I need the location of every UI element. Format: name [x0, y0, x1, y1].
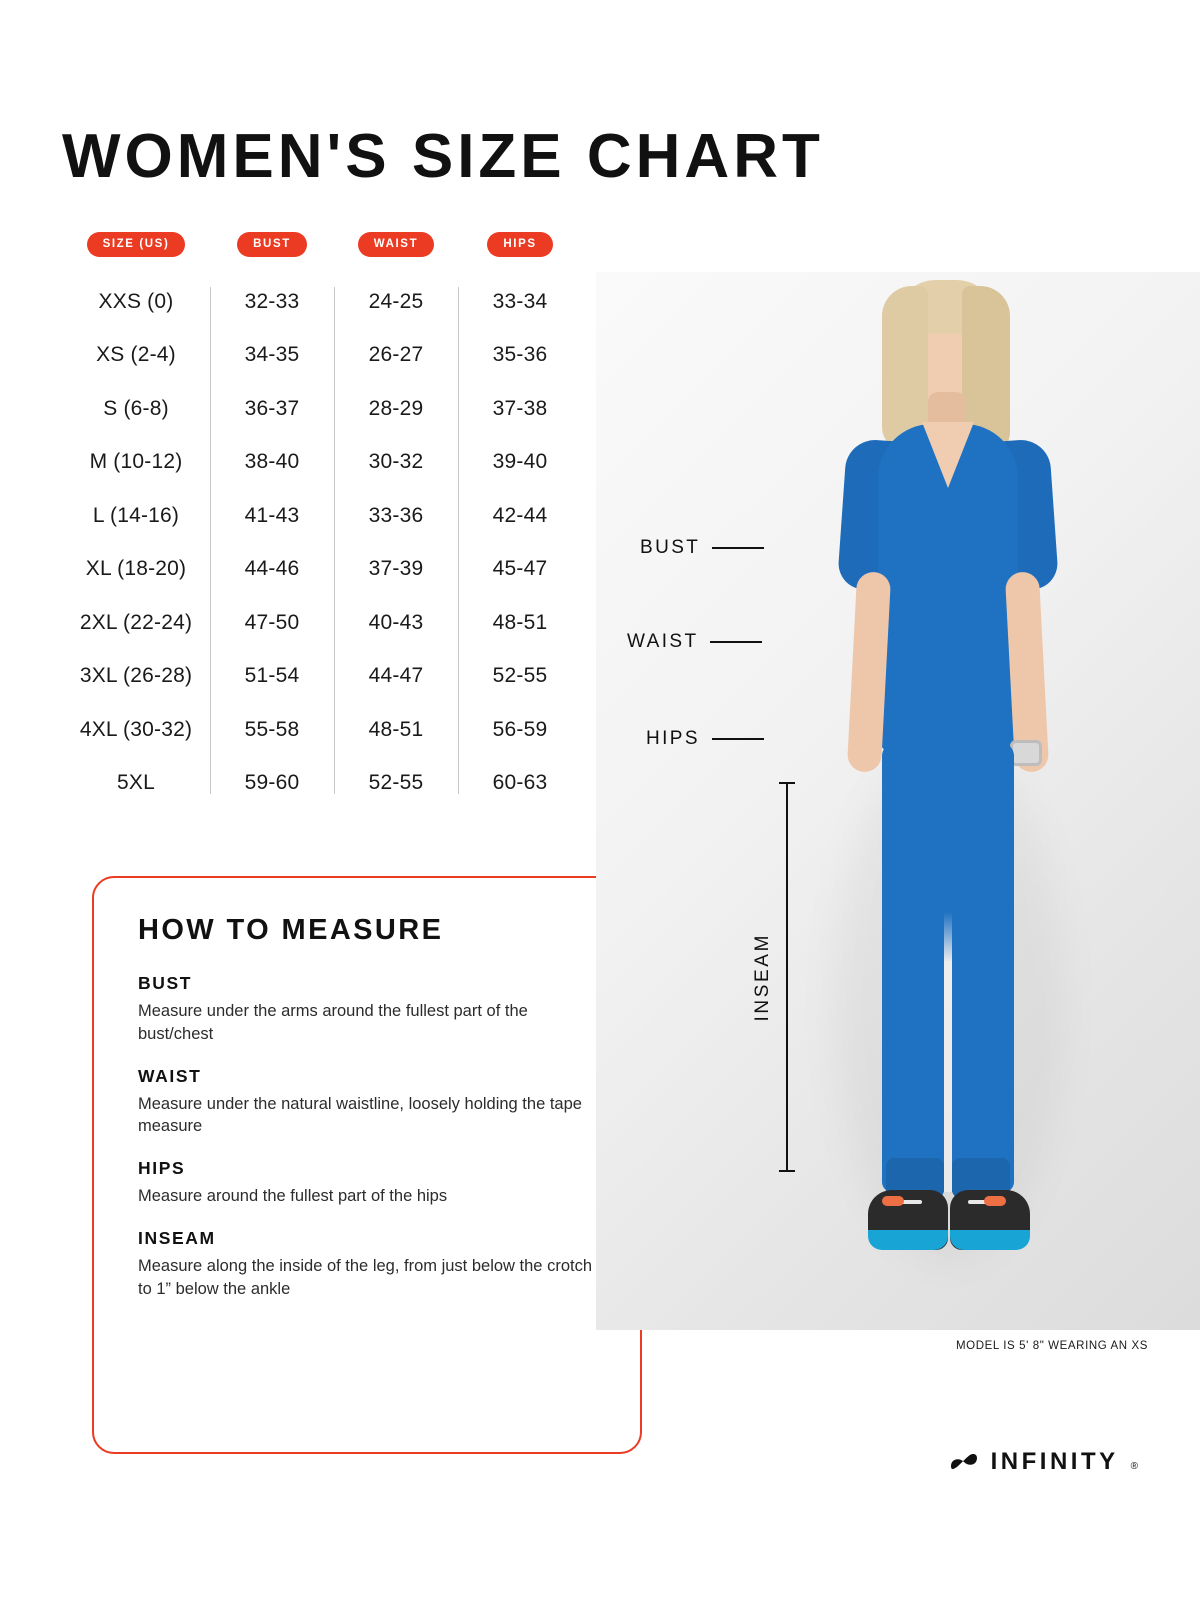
cell-bust: 34-35: [244, 343, 300, 367]
table-row: [62, 703, 582, 757]
header-pill-bust: BUST: [237, 232, 307, 257]
callout-waist-label: WAIST: [627, 631, 699, 652]
cell-hips: 52-55: [492, 664, 548, 688]
leader-line-icon: [710, 641, 762, 643]
cell-waist: 30-32: [368, 450, 424, 474]
cell-bust: 44-46: [244, 557, 300, 581]
cell-size: 5XL: [117, 771, 155, 795]
table-header-cell: [62, 232, 210, 257]
measure-item-description: Measure along the inside of the leg, from just below the crotch to 1” below the ankle: [138, 1256, 592, 1298]
model-illustration: [596, 272, 1200, 1330]
cell-waist: 26-27: [368, 343, 424, 367]
model-note: MODEL IS 5' 8" WEARING AN XS: [956, 1340, 1149, 1352]
cell-hips: 35-36: [492, 343, 548, 367]
cell-size: 2XL (22-24): [79, 610, 193, 634]
cell-size: L (14-16): [92, 503, 180, 527]
cell-hips: 48-51: [492, 610, 548, 634]
leader-line-icon: [712, 738, 764, 740]
cell-bust: 59-60: [244, 771, 300, 795]
sole-right: [950, 1230, 1030, 1250]
shoe-accent-right: [984, 1196, 1006, 1206]
cell-size: 3XL (26-28): [79, 664, 193, 688]
table-row: [62, 543, 582, 597]
inseam-measure-line-icon: [786, 782, 788, 1172]
measure-item-label: WAIST: [138, 1065, 202, 1086]
callout-hips-label: HIPS: [646, 728, 700, 749]
table-header-cell: [458, 232, 582, 257]
cell-size: XXS (0): [98, 289, 174, 313]
cell-waist: 52-55: [368, 771, 424, 795]
cell-size: XL (18-20): [85, 557, 187, 581]
cell-waist: 33-36: [368, 503, 424, 527]
brand-logo: [949, 1448, 1138, 1476]
column-divider: [458, 287, 459, 794]
brand-trademark: ®: [1130, 1461, 1138, 1472]
header-pill-hips: HIPS: [487, 232, 552, 257]
cell-hips: 45-47: [492, 557, 548, 581]
cell-bust: 38-40: [244, 450, 300, 474]
wrist-watch: [1010, 740, 1042, 766]
cell-waist: 28-29: [368, 396, 424, 420]
callout-inseam-label: INSEAM: [752, 932, 773, 1022]
callout-inseam: [752, 782, 788, 1172]
scrub-top: [878, 424, 1018, 754]
model-photo: [596, 272, 1200, 1330]
cell-waist: 24-25: [368, 289, 424, 313]
table-row: [62, 757, 582, 811]
size-chart-table: [62, 232, 582, 810]
sole-left: [868, 1230, 948, 1250]
cell-hips: 33-34: [492, 289, 548, 313]
header-pill-size: SIZE (US): [87, 232, 186, 257]
table-body: [62, 271, 582, 810]
cell-waist: 44-47: [368, 664, 424, 688]
how-to-measure-panel: [92, 876, 642, 1454]
table-row: [62, 329, 582, 383]
column-divider: [210, 287, 211, 794]
cell-hips: 60-63: [492, 771, 548, 795]
measure-item-hips: [138, 1158, 596, 1208]
table-row: [62, 382, 582, 436]
cell-waist: 37-39: [368, 557, 424, 581]
measure-item-label: HIPS: [138, 1158, 186, 1179]
table-row: [62, 489, 582, 543]
measure-item-inseam: [138, 1228, 596, 1301]
cell-waist: 40-43: [368, 610, 424, 634]
callout-bust: [640, 537, 764, 559]
cell-size: S (6-8): [103, 396, 169, 420]
cell-bust: 32-33: [244, 289, 300, 313]
table-row: [62, 596, 582, 650]
cell-bust: 41-43: [244, 503, 300, 527]
table-header-row: [62, 232, 582, 257]
cell-size: XS (2-4): [96, 343, 176, 367]
shoe-accent-left: [882, 1196, 904, 1206]
measure-item-waist: [138, 1066, 596, 1139]
callout-hips: [646, 728, 764, 750]
pant-leg-gap: [944, 912, 952, 1192]
callout-bust-label: BUST: [640, 537, 701, 558]
cell-bust: 47-50: [244, 610, 300, 634]
table-row: [62, 275, 582, 329]
brand-name: INFINITY: [990, 1448, 1119, 1475]
measure-item-bust: [138, 973, 596, 1046]
cell-size: M (10-12): [89, 450, 183, 474]
cell-bust: 51-54: [244, 664, 300, 688]
cell-hips: 37-38: [492, 396, 548, 420]
cell-bust: 55-58: [244, 717, 300, 741]
cell-hips: 39-40: [492, 450, 548, 474]
page-title: WOMEN'S SIZE CHART: [62, 121, 824, 191]
table-row: [62, 436, 582, 490]
table-row: [62, 650, 582, 704]
cell-hips: 42-44: [492, 503, 548, 527]
measure-item-label: INSEAM: [138, 1227, 216, 1248]
header-pill-waist: WAIST: [358, 232, 434, 257]
cell-size: 4XL (30-32): [79, 717, 193, 741]
measure-item-description: Measure around the fullest part of the hips: [138, 1187, 448, 1206]
column-divider: [334, 287, 335, 794]
table-header-cell: [334, 232, 458, 257]
infinity-mark-icon: [949, 1452, 979, 1472]
callout-waist: [627, 631, 762, 653]
measure-item-label: BUST: [138, 973, 193, 993]
leader-line-icon: [712, 547, 764, 549]
cell-hips: 56-59: [492, 717, 548, 741]
how-to-measure-title: HOW TO MEASURE: [138, 914, 444, 946]
measure-item-description: Measure under the arms around the fullest part of the bust/chest: [138, 1002, 528, 1043]
cell-waist: 48-51: [368, 717, 424, 741]
table-header-cell: [210, 232, 334, 257]
measure-item-description: Measure under the natural waistline, loosely holding the tape measure: [138, 1094, 582, 1136]
cell-bust: 36-37: [244, 396, 300, 420]
